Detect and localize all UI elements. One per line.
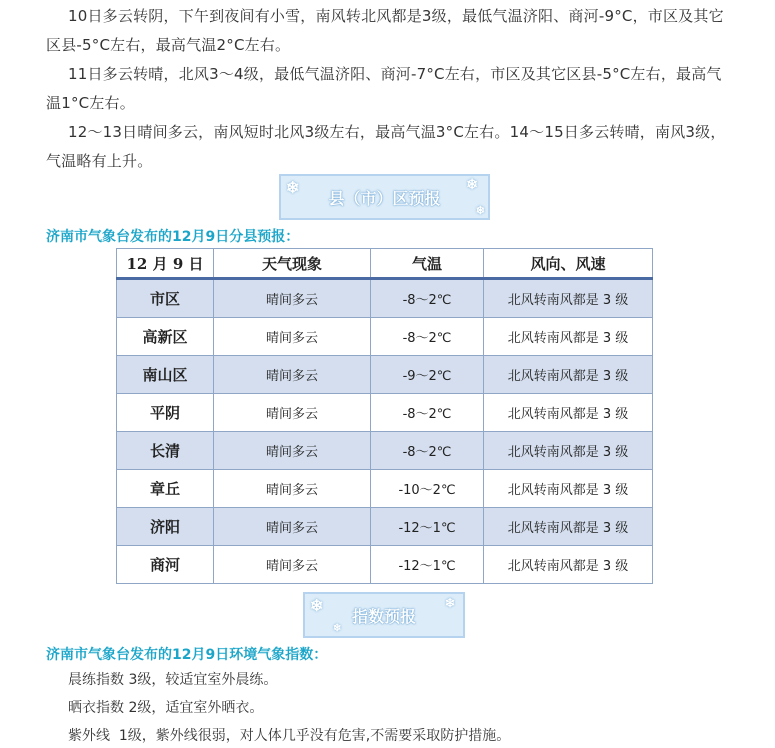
county-name: 高新区 <box>117 318 214 356</box>
weather-cell: 晴间多云 <box>214 279 371 318</box>
weather-cell: 晴间多云 <box>214 470 371 508</box>
header-temperature: 气温 <box>371 249 484 279</box>
table-row <box>117 432 653 470</box>
temperature-cell: -8～2℃ <box>371 394 484 432</box>
table-row <box>117 356 653 394</box>
forecast-paragraph-11th: 11日多云转晴，北风3～4级，最低气温济阳、商河-7°C左右，市区及其它区县-5°C左右，最高气温1°C左右。 <box>46 65 722 112</box>
county-name: 平阴 <box>117 394 214 432</box>
table-row <box>117 470 653 508</box>
wind-cell: 北风转南风都是 3 级 <box>484 394 653 432</box>
wind-cell: 北风转南风都是 3 级 <box>484 318 653 356</box>
snowflake-icon: ❄ <box>475 204 485 217</box>
table-row <box>117 546 653 584</box>
index-clothes-drying: 晒衣指数 2级，适宜室外晒衣。 <box>68 700 264 716</box>
index-morning-exercise: 晨练指数 3级，较适宜室外晨练。 <box>68 672 278 688</box>
wind-cell: 北风转南风都是 3 级 <box>484 508 653 546</box>
county-forecast-banner <box>279 174 490 220</box>
index-forecast-heading: 济南市气象台发布的12月9日环境气象指数： <box>46 647 328 663</box>
snowflake-icon: ❄ <box>286 178 300 197</box>
county-forecast-banner-title: 县（市）区预报 <box>328 188 441 208</box>
temperature-cell: -8～2℃ <box>371 432 484 470</box>
header-weather: 天气现象 <box>214 249 371 279</box>
county-name: 济阳 <box>117 508 214 546</box>
county-name: 市区 <box>117 279 214 318</box>
wind-cell: 北风转南风都是 3 级 <box>484 356 653 394</box>
weather-cell: 晴间多云 <box>214 508 371 546</box>
temperature-cell: -12～1℃ <box>371 546 484 584</box>
temperature-cell: -8～2℃ <box>371 279 484 318</box>
forecast-paragraph-12th-15th: 12～13日晴间多云，南风短时北风3级左右，最高气温3°C左右。14～15日多云转晴，南风3级，气温略有上升。 <box>46 123 726 170</box>
table-header-row <box>117 249 653 279</box>
temperature-cell: -9～2℃ <box>371 356 484 394</box>
wind-cell: 北风转南风都是 3 级 <box>484 279 653 318</box>
header-date: 12 月 9 日 <box>117 249 214 279</box>
weather-cell: 晴间多云 <box>214 546 371 584</box>
temperature-cell: -10～2℃ <box>371 470 484 508</box>
county-name: 章丘 <box>117 470 214 508</box>
wind-cell: 北风转南风都是 3 级 <box>484 470 653 508</box>
wind-cell: 北风转南风都是 3 级 <box>484 546 653 584</box>
snowflake-icon: ❄ <box>444 596 455 610</box>
snowflake-icon: ❄ <box>466 177 478 193</box>
county-name: 长清 <box>117 432 214 470</box>
table-row <box>117 279 653 318</box>
county-forecast-heading: 济南市气象台发布的12月9日分县预报： <box>46 229 300 245</box>
wind-cell: 北风转南风都是 3 级 <box>484 432 653 470</box>
table-row <box>117 318 653 356</box>
county-forecast-table <box>116 248 653 584</box>
county-name: 商河 <box>117 546 214 584</box>
weather-cell: 晴间多云 <box>214 394 371 432</box>
county-name: 南山区 <box>117 356 214 394</box>
forecast-paragraph-10th: 10日多云转阴，下午到夜间有小雪，南风转北风都是3级，最低气温济阳、商河-9°C，市区及其它区县-5°C左右，最高气温2°C左右。 <box>46 7 724 54</box>
temperature-cell: -8～2℃ <box>371 318 484 356</box>
temperature-cell: -12～1℃ <box>371 508 484 546</box>
table-row <box>117 508 653 546</box>
weather-cell: 晴间多云 <box>214 432 371 470</box>
snowflake-icon: ❄ <box>333 623 342 634</box>
weather-cell: 晴间多云 <box>214 356 371 394</box>
weather-cell: 晴间多云 <box>214 318 371 356</box>
table-row <box>117 394 653 432</box>
index-forecast-banner-title: 指数预报 <box>351 606 416 626</box>
snowflake-icon: ❄ <box>310 596 324 615</box>
header-wind: 风向、风速 <box>484 249 653 279</box>
index-ultraviolet: 紫外线 1级，紫外线很弱，对人体几乎没有危害,不需要采取防护措施。 <box>68 728 511 744</box>
index-forecast-banner <box>303 592 465 638</box>
